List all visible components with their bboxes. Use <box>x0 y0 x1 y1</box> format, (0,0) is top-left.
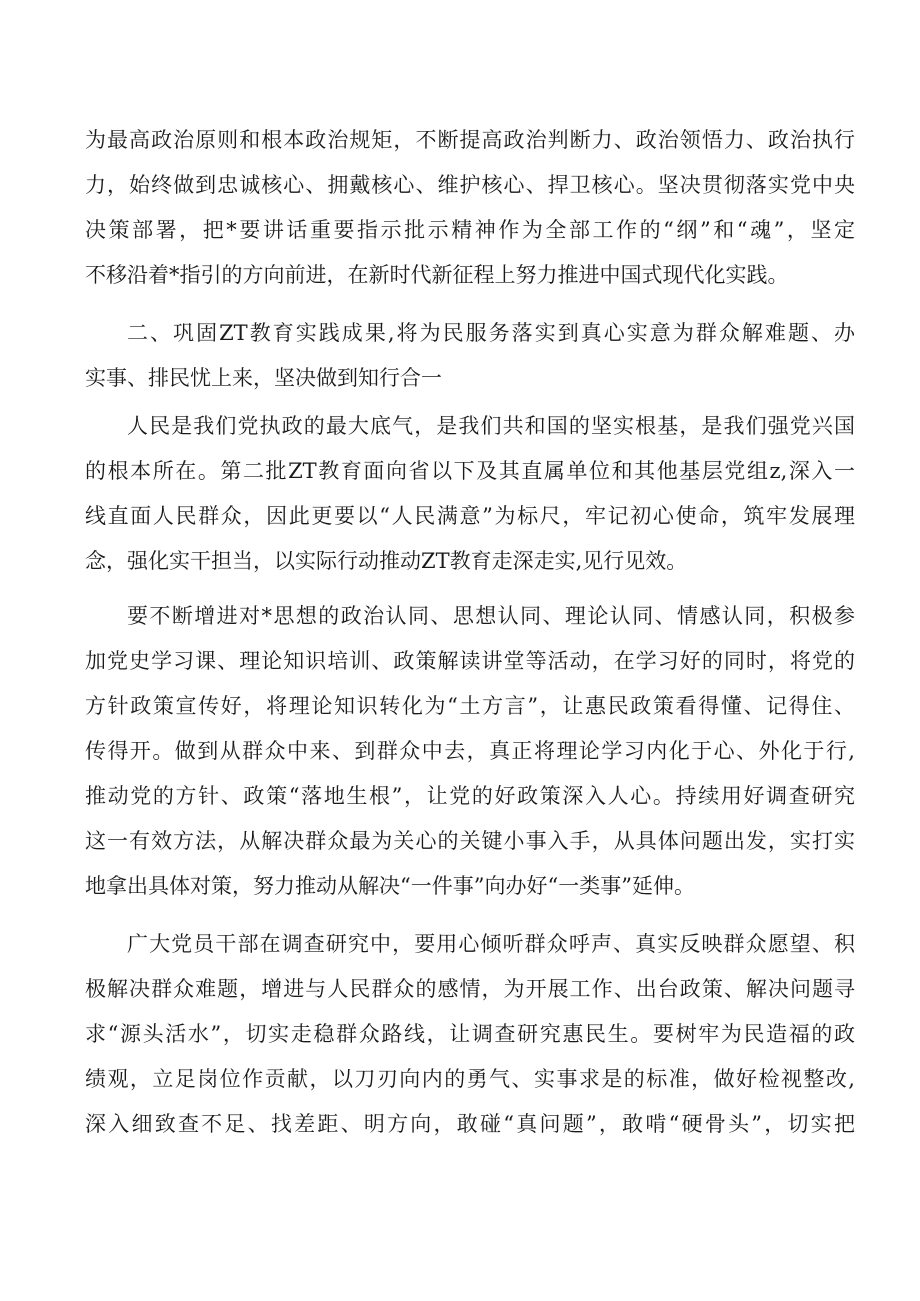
text-line: 广大党员干部在调查研究中，要用心倾听群众呼声、真实反映群众愿望、积 <box>127 932 855 956</box>
text-line: 不移沿着*指引的方向前进，在新时代新征程上努力推进中国式现代化实践。 <box>85 263 789 287</box>
text-line: 线直面人民群众，因此更要以“人民满意”为标尺，牢记初心使命，筑牢发展理 <box>85 504 855 528</box>
text-line: 念，强化实干担当，以实际行动推动ZT教育走深走实,见行见效。 <box>85 549 688 573</box>
text-line: 人民是我们党执政的最大底气，是我们共和国的坚实根基，是我们强党兴国 <box>127 414 855 438</box>
text-line: 力，始终做到忠诚核心、拥戴核心、维护核心、捍卫核心。坚决贯彻落实党中央 <box>85 173 855 197</box>
text-line: 传得开。做到从群众中来、到群众中去，真正将理论学习内化于心、外化于行, <box>85 739 855 763</box>
text-line: 决策部署，把*要讲话重要指示批示精神作为全部工作的“纲”和“魂”，坚定 <box>85 218 855 242</box>
text-line: 绩观，立足岗位作贡献，以刀刃向内的勇气、实事求是的标准，做好检视整改, <box>85 1067 855 1091</box>
text-line: 极解决群众难题，增进与人民群众的感情，为开展工作、出台政策、解决问题寻 <box>85 977 855 1001</box>
text-line: 地拿出具体对策，努力推动从解决“一件事”向办好“一类事”延伸。 <box>85 874 695 898</box>
text-line: 的根本所在。第二批ZT教育面向省以下及其直属单位和其他基层党组z,深入一 <box>85 459 855 483</box>
text-line: 推动党的方针、政策“落地生根”，让党的好政策深入人心。持续用好调查研究 <box>85 784 855 808</box>
text-line: 为最高政治原则和根本政治规矩，不断提高政治判断力、政治领悟力、政治执行 <box>85 128 855 152</box>
text-line: 方针政策宣传好，将理论知识转化为“土方言”，让惠民政策看得懂、记得住、 <box>85 694 855 718</box>
heading-line: 实事、排民忧上来，坚决做到知行合一 <box>85 366 442 390</box>
text-line: 加党史学习课、理论知识培训、政策解读讲堂等活动，在学习好的同时，将党的 <box>85 649 855 673</box>
heading-line: 二、巩固ZT教育实践成果,将为民服务落实到真心实意为群众解难题、办 <box>127 321 855 345</box>
text-line: 要不断增进对*思想的政治认同、思想认同、理论认同、情感认同，积极参 <box>127 604 855 628</box>
text-line: 这一有效方法，从解决群众最为关心的关键小事入手，从具体问题出发，实打实 <box>85 829 855 853</box>
text-line: 深入细致查不足、找差距、明方向，敢碰“真问题”，敢啃“硬骨头”，切实把 <box>85 1112 855 1136</box>
text-line: 求“源头活水”，切实走稳群众路线，让调查研究惠民生。要树牢为民造福的政 <box>85 1022 855 1046</box>
